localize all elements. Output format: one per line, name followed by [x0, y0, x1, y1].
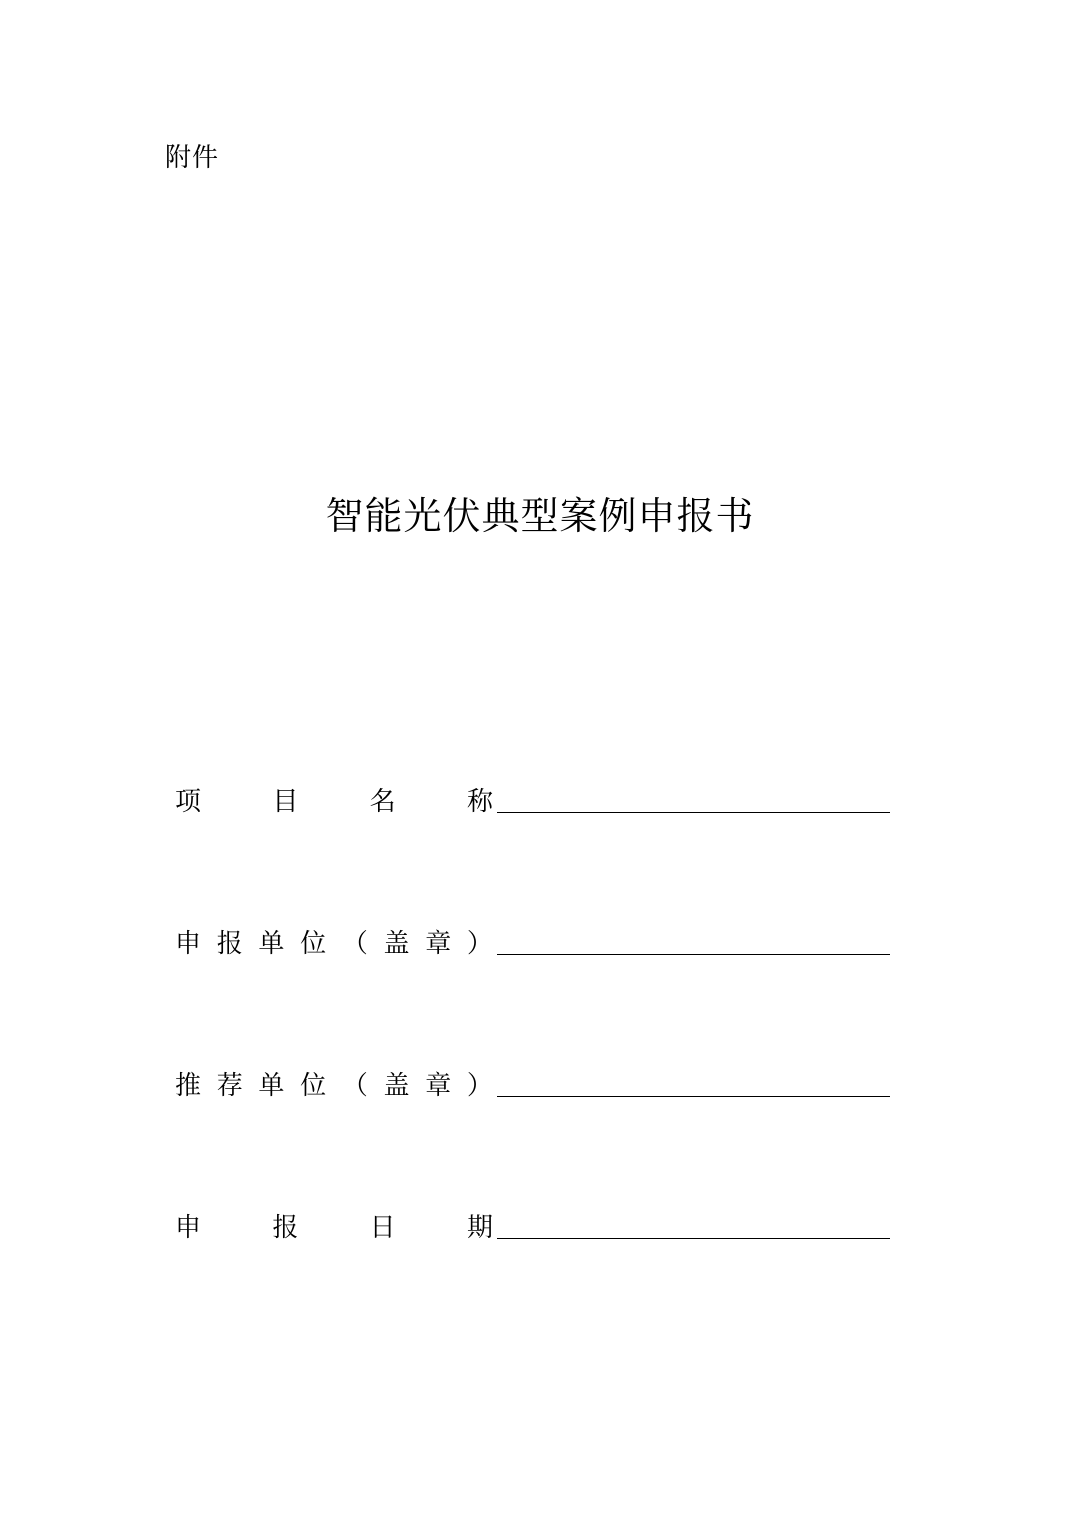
label-char: 名	[369, 787, 396, 817]
label-char: 申	[175, 929, 202, 959]
label-char: 盖	[383, 1071, 410, 1101]
label-char: （	[341, 1071, 368, 1101]
form-row-project-name	[175, 780, 890, 824]
label-char: 单	[258, 929, 285, 959]
label-char: 目	[272, 787, 299, 817]
form-row-application-date	[175, 1206, 890, 1250]
label-char: ）	[466, 1071, 493, 1101]
applicant-unit-fill-line[interactable]	[497, 954, 890, 955]
label-char: 期	[466, 1213, 493, 1243]
form-row-applicant-unit	[175, 922, 890, 966]
label-char: 位	[300, 1071, 327, 1101]
field-label-project-name	[175, 780, 493, 824]
label-char: 章	[425, 1071, 452, 1101]
field-label-recommending-unit	[175, 1064, 493, 1108]
label-char: （	[341, 929, 368, 959]
project-name-fill-line[interactable]	[497, 812, 890, 813]
label-char: 单	[258, 1071, 285, 1101]
label-char: 项	[175, 787, 202, 817]
label-char: 申	[175, 1213, 202, 1243]
document-title: 智能光伏典型案例申报书	[325, 494, 755, 538]
application-date-fill-line[interactable]	[497, 1238, 890, 1239]
field-label-application-date	[175, 1206, 493, 1250]
attachment-label: 附件	[165, 143, 220, 173]
label-char: 报	[216, 929, 243, 959]
recommending-unit-fill-line[interactable]	[497, 1096, 890, 1097]
form-row-recommending-unit	[175, 1064, 890, 1108]
label-char: 报	[272, 1213, 299, 1243]
label-char: 推	[175, 1071, 202, 1101]
field-label-applicant-unit	[175, 922, 493, 966]
label-char: 章	[425, 929, 452, 959]
label-char: 盖	[383, 929, 410, 959]
label-char: 日	[369, 1213, 396, 1243]
label-char: ）	[466, 929, 493, 959]
label-char: 位	[300, 929, 327, 959]
label-char: 称	[466, 787, 493, 817]
label-char: 荐	[216, 1071, 243, 1101]
